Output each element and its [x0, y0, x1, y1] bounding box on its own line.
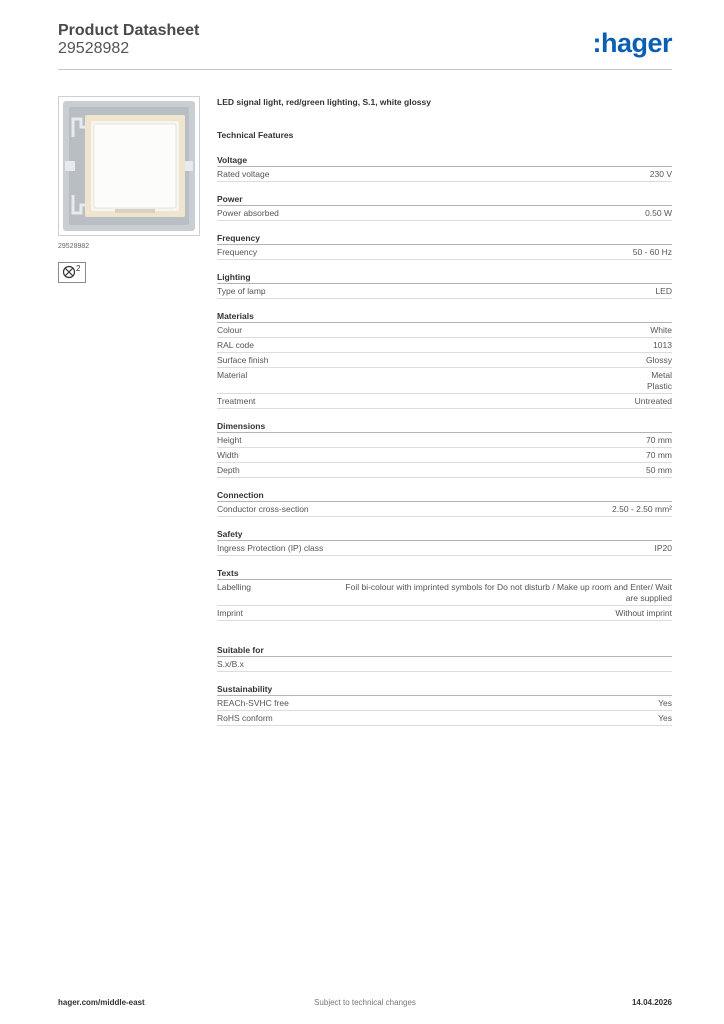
product-image — [58, 96, 200, 236]
spec-row — [217, 338, 672, 353]
spec-value: LED — [655, 285, 672, 296]
spec-value: 1013 — [653, 339, 672, 350]
spec-value: 0.50 W — [645, 207, 672, 218]
spec-row — [217, 394, 672, 409]
document-number: 29528982 — [58, 40, 130, 57]
spec-value: 70 mm — [646, 434, 672, 445]
product-description: LED signal light, red/green lighting, S.1, white glossy — [217, 97, 431, 107]
spec-value: IP20 — [654, 542, 672, 553]
spec-section-title: Dimensions — [217, 420, 672, 433]
spec-label: REACh-SVHC free — [217, 697, 289, 708]
spec-content — [217, 96, 672, 726]
spec-row — [217, 711, 672, 726]
lamp-cross-icon — [62, 265, 76, 279]
spec-row — [217, 657, 672, 672]
image-caption: 29528982 — [58, 243, 90, 250]
spec-label: Width — [217, 449, 239, 460]
spec-section-title: Connection — [217, 489, 672, 502]
spec-section — [217, 154, 672, 182]
spec-label: Frequency — [217, 246, 258, 257]
spec-value: 2.50 - 2.50 mm² — [612, 503, 672, 514]
spec-label: Rated voltage — [217, 168, 270, 179]
spec-section — [217, 232, 672, 260]
spec-section-title: Suitable for — [217, 644, 672, 657]
spec-section-title: Sustainability — [217, 683, 672, 696]
spec-section — [217, 644, 672, 672]
spec-section — [217, 489, 672, 517]
spec-value: Glossy — [646, 354, 672, 365]
spec-section-title: Voltage — [217, 154, 672, 167]
spec-row — [217, 463, 672, 478]
hager-logo: :hager — [592, 28, 672, 58]
spec-label: Ingress Protection (IP) class — [217, 542, 324, 553]
spec-label: RAL code — [217, 339, 255, 350]
spec-row — [217, 323, 672, 338]
spec-value: 230 V — [649, 168, 672, 179]
spec-label: Labelling — [217, 581, 252, 592]
spec-section — [217, 193, 672, 221]
spec-value: Foil bi-colour with imprinted symbols for Do not disturb / Make up room and Enter/ Wait are supplied — [345, 581, 672, 603]
header-divider — [58, 69, 672, 70]
spec-value: Yes — [658, 712, 672, 723]
spec-label: Power absorbed — [217, 207, 279, 218]
spec-value: 50 - 60 Hz — [632, 246, 672, 257]
spec-section-title: Lighting — [217, 271, 672, 284]
footer-website: hager.com/middle-east — [58, 998, 145, 1007]
spec-value: Untreated — [634, 395, 672, 406]
symbol-superscript: 2 — [76, 264, 81, 273]
spec-section — [217, 528, 672, 556]
spec-row — [217, 245, 672, 260]
spec-sections — [217, 154, 672, 621]
spec-row — [217, 433, 672, 448]
product-photo-illustration — [59, 97, 199, 235]
spec-row — [217, 502, 672, 517]
spec-value: White — [650, 324, 672, 335]
footer-note: Subject to technical changes — [314, 998, 416, 1007]
spec-label: Treatment — [217, 395, 256, 406]
spec-label: Colour — [217, 324, 243, 335]
spec-label: Surface finish — [217, 354, 269, 365]
spec-row — [217, 284, 672, 299]
spec-row — [217, 606, 672, 621]
spec-value: Yes — [658, 697, 672, 708]
spec-value: Without imprint — [615, 607, 672, 618]
spec-section — [217, 310, 672, 409]
footer-date: 14.04.2026 — [631, 998, 672, 1007]
page-header — [58, 22, 672, 70]
spec-section-title: Frequency — [217, 232, 672, 245]
spec-section — [217, 271, 672, 299]
extra-sections — [217, 644, 672, 726]
spec-label: Imprint — [217, 607, 243, 618]
spec-value: 70 mm — [646, 449, 672, 460]
technical-features-heading: Technical Features — [217, 130, 294, 140]
spec-section-title: Texts — [217, 567, 672, 580]
spec-value: Metal Plastic — [646, 369, 672, 391]
spec-row — [217, 167, 672, 182]
page-footer — [58, 998, 672, 1010]
spec-section-title: Power — [217, 193, 672, 206]
spec-label: Height — [217, 434, 242, 445]
spec-label: Depth — [217, 464, 240, 475]
approval-symbol — [58, 262, 86, 283]
spec-section-title: Safety — [217, 528, 672, 541]
spec-label: Material — [217, 369, 248, 380]
spec-row — [217, 696, 672, 711]
spec-row — [217, 206, 672, 221]
spec-section — [217, 683, 672, 726]
spec-section — [217, 567, 672, 621]
document-title: Product Datasheet — [58, 22, 200, 39]
spec-label: Conductor cross-section — [217, 503, 309, 514]
spec-row — [217, 541, 672, 556]
spec-value — [337, 659, 672, 670]
spec-label: S.x/B.x — [217, 658, 244, 669]
spec-section-title: Materials — [217, 310, 672, 323]
spec-section — [217, 420, 672, 478]
spec-row — [217, 353, 672, 368]
spec-label: Type of lamp — [217, 285, 266, 296]
spec-label: RoHS conform — [217, 712, 273, 723]
spec-value: 50 mm — [646, 464, 672, 475]
spec-row — [217, 368, 672, 394]
spec-row — [217, 580, 672, 606]
spec-row — [217, 448, 672, 463]
